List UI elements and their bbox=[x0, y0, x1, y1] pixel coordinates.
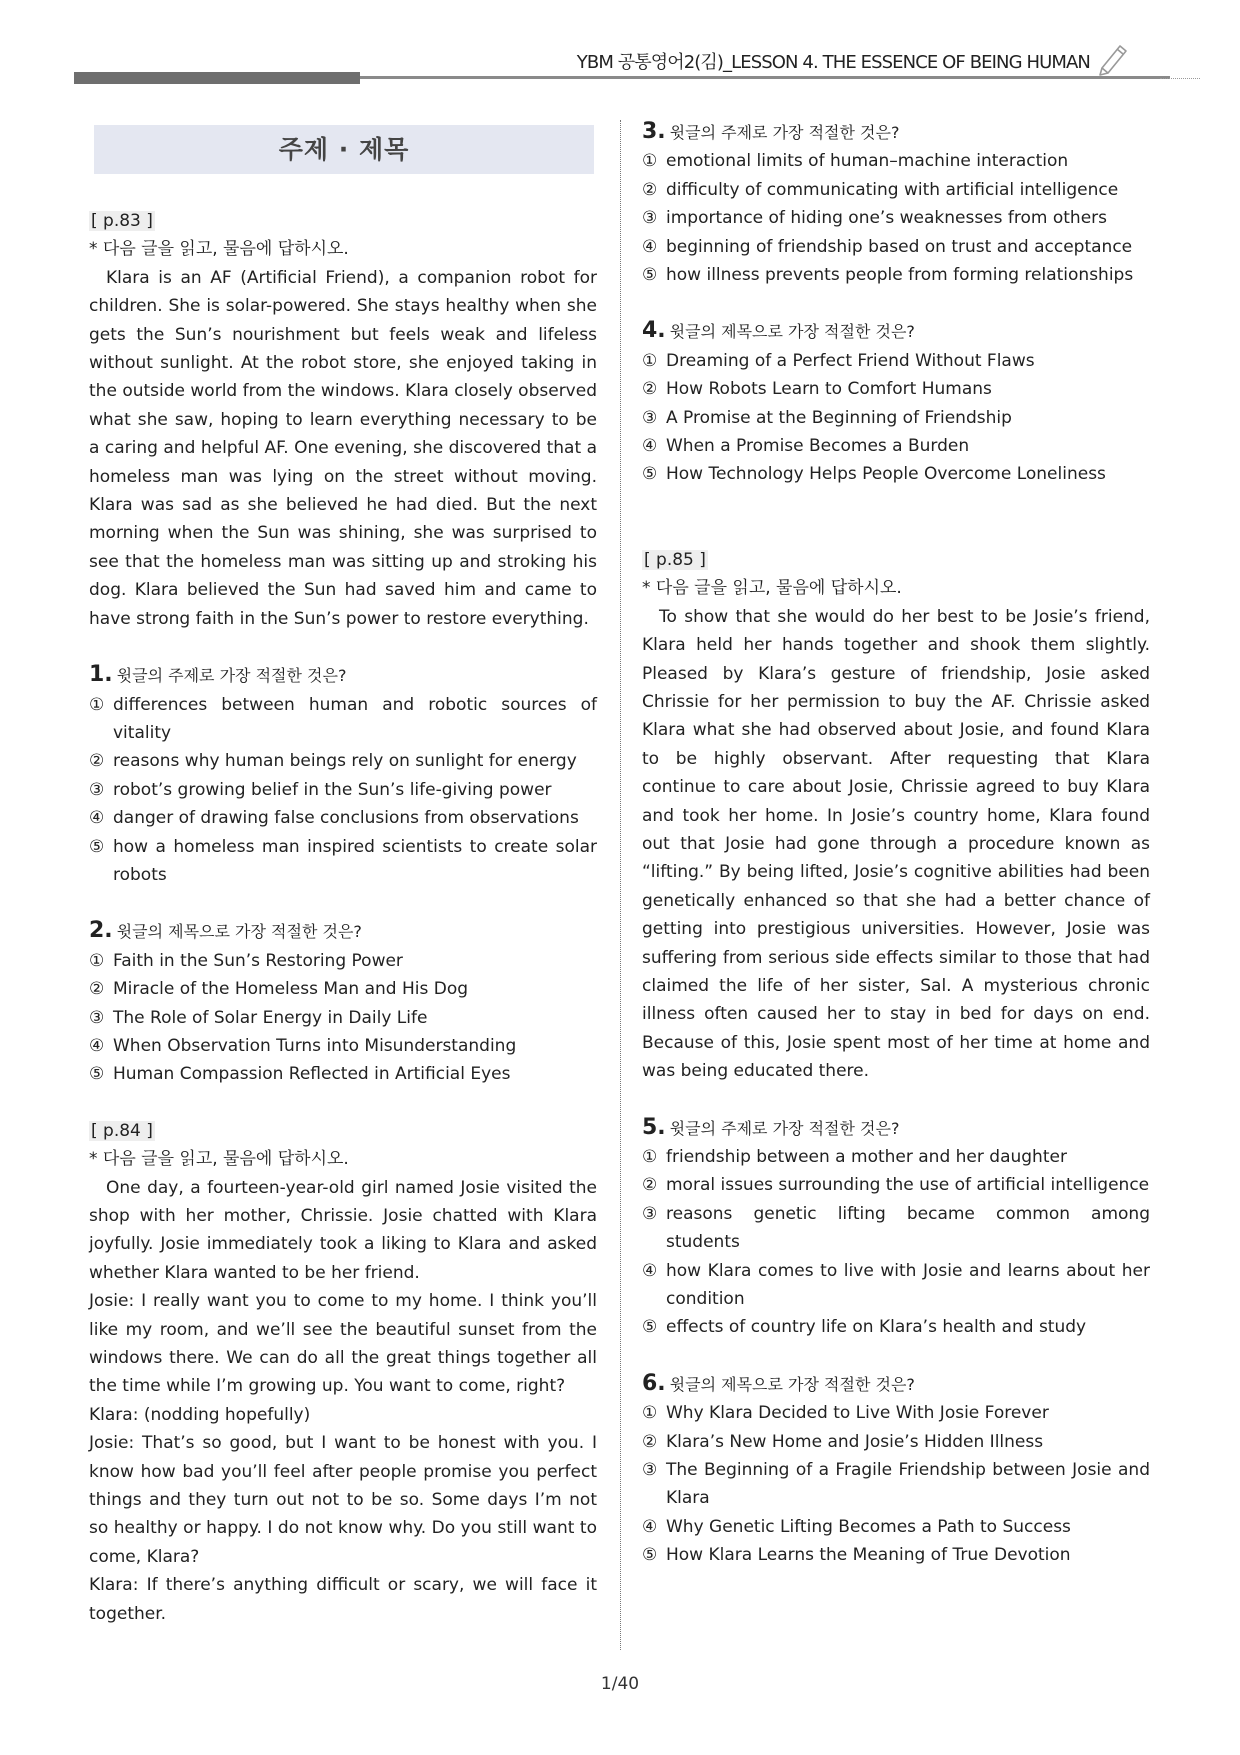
question-prompt: 윗글의 주제로 가장 적절한 것은? bbox=[669, 1118, 900, 1138]
question-title bbox=[89, 917, 597, 946]
passage-text: Klara is an AF (Artificial Friend), a companion robot for children. She is solar-powered. She stays healthy when she gets the Sun’s nourishment but feels weak and lifeless without sunlight. At the robot store, she enjoyed taking in the outside world from the windows. Klara closely observed what she saw, hoping to learn everything necessary to be a caring and helpful AF. One evening, she discovered that a homeless man was lying on the street without moving. Klara was sad as she believed he had died. But the next morning when the Sun was shining, she was surprised to see that the homeless man was sitting up and stroking his dog. Klara believed the Sun had saved him and came to have strong faith in the Sun’s power to restore everything. bbox=[89, 267, 597, 629]
question-4 bbox=[642, 317, 1150, 488]
answer-option[interactable]: ⑤ how illness prevents people from forming relationships bbox=[642, 265, 1134, 286]
answer-option[interactable]: ② How Robots Learn to Comfort Humans bbox=[642, 379, 992, 400]
answer-option[interactable]: ① friendship between a mother and her daughter bbox=[642, 1147, 1067, 1167]
answer-option[interactable]: ③ reasons genetic lifting became common among students bbox=[642, 1203, 1150, 1253]
dialogue-line: Josie: That’s so good, but I want to be honest with you. I know how bad you’ll feel after people promise you perfect things and they turn out not to be so. Some days I’m not so healthy or happy. I do not know why. Do you still want to come, Klara? bbox=[89, 1433, 597, 1567]
passage-text: One day, a fourteen-year-old girl named Josie visited the shop with her mother, Chrissie. Josie chatted with Klara joyfully. Josie immediately took a liking to Klara and asked whether Klara wanted to be her friend. bbox=[89, 1177, 597, 1283]
question-title bbox=[89, 661, 597, 690]
question-1 bbox=[89, 661, 597, 889]
dialogue-line: Klara: (nodding hopefully) bbox=[89, 1404, 311, 1425]
question-number: 3. bbox=[642, 119, 666, 144]
left-column bbox=[89, 118, 597, 1628]
answer-option[interactable]: ② Miracle of the Homeless Man and His Dog bbox=[89, 979, 469, 1000]
question-number: 1. bbox=[89, 662, 113, 688]
answer-option[interactable]: ③ The Beginning of a Fragile Friendship between Josie and Klara bbox=[642, 1460, 1150, 1509]
answer-options bbox=[642, 347, 1150, 489]
instruction-text: * 다음 글을 읽고, 물음에 답하시오. bbox=[89, 1149, 349, 1170]
question-title bbox=[642, 118, 1150, 147]
dialogue-line: Klara: If there’s anything difficult or scary, we will face it together. bbox=[89, 1575, 597, 1624]
dialogue-line: Josie: I really want you to come to my home. I think you’ll like my room, and we’ll see the beautiful sunset from the windows there. We can do all the great things together all the time while I’m growing up. You want to come, right? bbox=[89, 1291, 597, 1397]
header-rule-dark bbox=[74, 72, 360, 84]
section-title-banner: 주제 · 제목 bbox=[94, 125, 594, 174]
answer-option[interactable]: ④ beginning of friendship based on trust and acceptance bbox=[642, 236, 1133, 257]
answer-option[interactable]: ④ When a Promise Becomes a Burden bbox=[642, 436, 970, 457]
answer-options bbox=[642, 1143, 1150, 1342]
answer-option[interactable]: ③ robot’s growing belief in the Sun’s life-giving power bbox=[89, 779, 552, 800]
question-prompt: 윗글의 제목으로 가장 적절한 것은? bbox=[669, 322, 915, 342]
question-title bbox=[642, 317, 1150, 346]
question-number: 2. bbox=[89, 918, 113, 944]
question-6 bbox=[642, 1370, 1150, 1570]
answer-option[interactable]: ⑤ how a homeless man inspired scientists to create solar robots bbox=[89, 836, 597, 885]
document-header-title: YBM 공통영어2(김)_LESSON 4. THE ESSENCE OF BEING HUMAN bbox=[576, 52, 1090, 73]
question-prompt: 윗글의 제목으로 가장 적절한 것은? bbox=[116, 922, 362, 942]
answer-option[interactable]: ④ how Klara comes to live with Josie and learns about her condition bbox=[642, 1260, 1150, 1310]
header-rule-light bbox=[360, 76, 1170, 79]
question-title bbox=[642, 1114, 1150, 1143]
right-column bbox=[642, 118, 1150, 1570]
answer-option[interactable]: ⑤ Human Compassion Reflected in Artificial Eyes bbox=[89, 1064, 511, 1085]
answer-option[interactable]: ① Why Klara Decided to Live With Josie Forever bbox=[642, 1403, 1049, 1424]
question-prompt: 윗글의 주제로 가장 적절한 것은? bbox=[669, 123, 900, 142]
answer-option[interactable]: ① Faith in the Sun’s Restoring Power bbox=[89, 950, 403, 971]
header-rule-dots bbox=[1160, 78, 1200, 79]
answer-option[interactable]: ⑤ How Klara Learns the Meaning of True Devotion bbox=[642, 1545, 1071, 1566]
question-number: 4. bbox=[642, 318, 666, 344]
answer-option[interactable]: ④ Why Genetic Lifting Becomes a Path to Success bbox=[642, 1516, 1071, 1537]
answer-option[interactable]: ⑤ How Technology Helps People Overcome Loneliness bbox=[642, 464, 1106, 485]
pencil-icon bbox=[1093, 38, 1133, 78]
answer-option[interactable]: ① Dreaming of a Perfect Friend Without Flaws bbox=[642, 350, 1035, 371]
instruction-text: * 다음 글을 읽고, 물음에 답하시오. bbox=[89, 239, 349, 260]
answer-option[interactable]: ④ danger of drawing false conclusions from observations bbox=[89, 808, 579, 829]
passage-p83 bbox=[89, 207, 597, 633]
passage-text: To show that she would do her best to be Josie’s friend, Klara held her hands together and shook them slightly. Pleased by Klara’s gesture of friendship, Josie asked Chrissie for her permission to buy the AF. Chrissie asked Klara what she had observed about Josie, and found Klara to be highly observant. After requesting that Klara continue to care about Josie, Chrissie agreed to buy Klara and took her home. In Josie’s country home, Klara found out that Josie had gone through a procedure known as “lifting.” By being lifted, Josie’s cognitive abilities had been genetically enhanced so that she had a better chance of getting into prestigious universities. However, Josie was suffering from serious side effects similar to those that had claimed the life of her sister, Sal. A mysterious chronic illness often caused her to stay in bed for days on end. Because of this, Josie spent most of her time at home and was being educated there. bbox=[642, 606, 1150, 1082]
answer-options bbox=[89, 947, 597, 1089]
answer-options bbox=[642, 147, 1150, 289]
question-3 bbox=[642, 118, 1150, 289]
page-reference: [ p.83 ] bbox=[91, 211, 153, 231]
answer-option[interactable]: ① differences between human and robotic sources of vitality bbox=[89, 694, 597, 743]
instruction-text: * 다음 글을 읽고, 물음에 답하시오. bbox=[642, 578, 902, 599]
answer-option[interactable]: ① emotional limits of human–machine interaction bbox=[642, 151, 1069, 172]
column-divider bbox=[620, 120, 621, 1650]
page-number: 1/40 bbox=[600, 1674, 640, 1694]
passage-p84 bbox=[89, 1117, 597, 1628]
question-5 bbox=[642, 1114, 1150, 1342]
answer-option[interactable]: ② Klara’s New Home and Josie’s Hidden Illness bbox=[642, 1431, 1044, 1452]
page-reference: [ p.85 ] bbox=[644, 549, 706, 570]
question-2 bbox=[89, 917, 597, 1088]
question-prompt: 윗글의 주제로 가장 적절한 것은? bbox=[116, 666, 347, 686]
passage-p85 bbox=[642, 546, 1150, 1086]
answer-option[interactable]: ② difficulty of communicating with artificial intelligence bbox=[642, 179, 1119, 200]
question-prompt: 윗글의 제목으로 가장 적절한 것은? bbox=[669, 1374, 915, 1394]
answer-option[interactable]: ③ The Role of Solar Energy in Daily Life bbox=[89, 1007, 428, 1028]
answer-options bbox=[642, 1399, 1150, 1569]
answer-option[interactable]: ③ A Promise at the Beginning of Friendship bbox=[642, 407, 1012, 428]
question-number: 6. bbox=[642, 1370, 666, 1396]
answer-options bbox=[89, 691, 597, 890]
answer-option[interactable]: ③ importance of hiding one’s weaknesses from others bbox=[642, 208, 1108, 229]
answer-option[interactable]: ② reasons why human beings rely on sunlight for energy bbox=[89, 751, 577, 772]
answer-option[interactable]: ② moral issues surrounding the use of artificial intelligence bbox=[642, 1175, 1150, 1196]
page-reference: [ p.84 ] bbox=[91, 1120, 153, 1141]
answer-option[interactable]: ⑤ effects of country life on Klara’s health and study bbox=[642, 1317, 1087, 1338]
question-title bbox=[642, 1370, 1150, 1399]
question-number: 5. bbox=[642, 1114, 666, 1140]
answer-option[interactable]: ④ When Observation Turns into Misunderstanding bbox=[89, 1035, 517, 1056]
